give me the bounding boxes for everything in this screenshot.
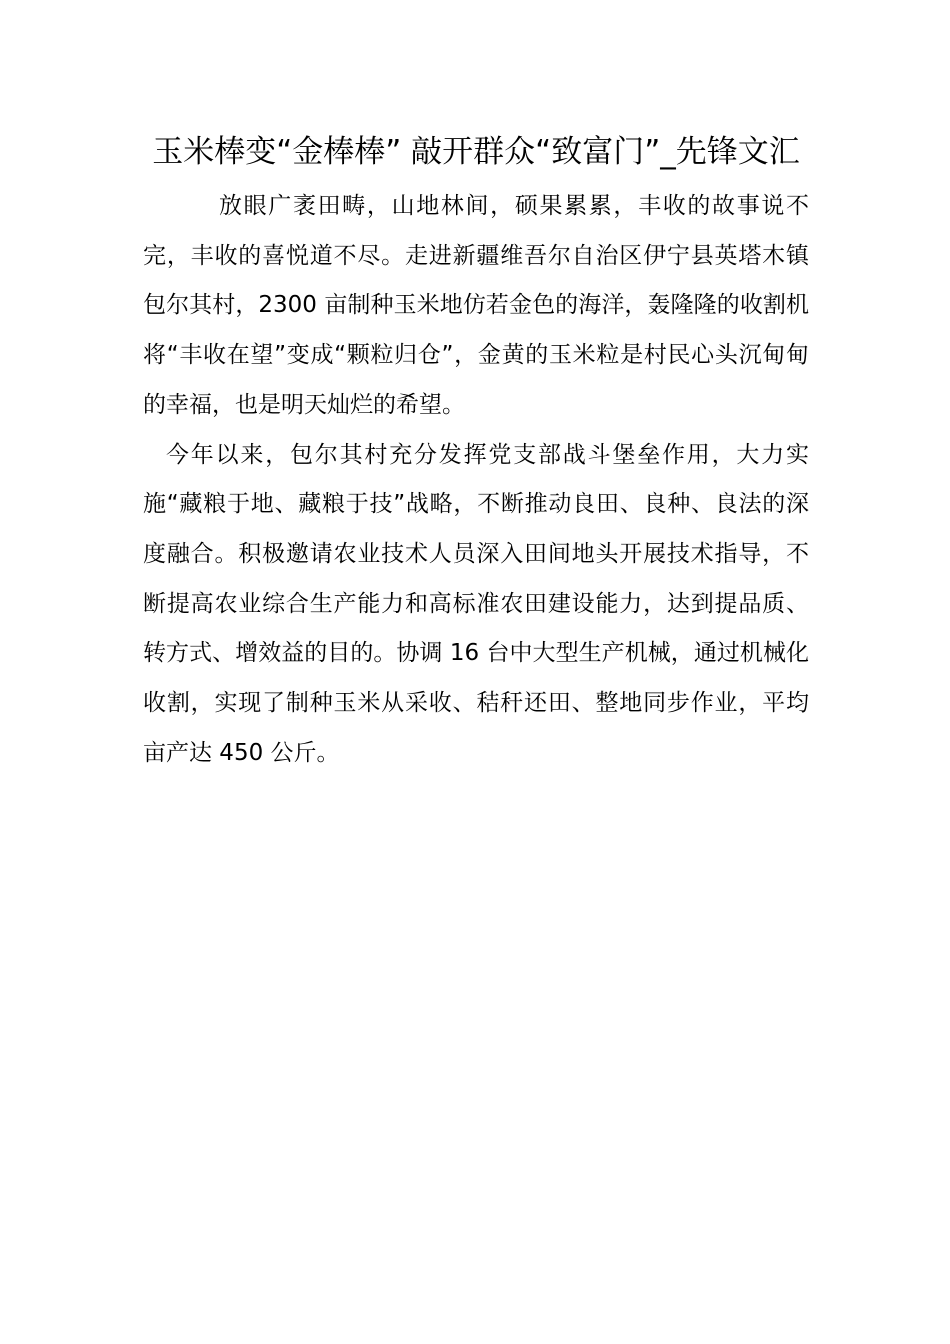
document-title: 玉米棒变“金棒棒” 敲开群众“致富门”_先锋文汇 [152,134,800,170]
paragraph-village-measures: 今年以来，包尔其村充分发挥党支部战斗堡垒作用，大力实施“藏粮于地、藏粮于技”战略，不断推动良田、良种、良法的深度融合。积极邀请农业技术人员深入田间地头开展技术指导，不断提高农业综合生产能力和高标准农田建设能力，达到提品质、转方式、增效益的目的。协调 16 台中大型生产机械，通过机械化收割，实现了制种玉米从采收、秸秆还田、整地同步作业，平均亩产达 450 公斤。 [143,441,809,766]
paragraph-harvest-scene: 放眼广袤田畴，山地林间，硕果累累，丰收的故事说不完，丰收的喜悦道不尽。走进新疆维吾尔自治区伊宁县英塔木镇包尔其村，2300 亩制种玉米地仿若金色的海洋，轰隆隆的收割机将“丰收在望”变成“颗粒归仓”，金黄的玉米粒是村民心头沉甸甸的幸福，也是明天灿烂的希望。 [143,193,809,418]
document-body [143,130,809,778]
